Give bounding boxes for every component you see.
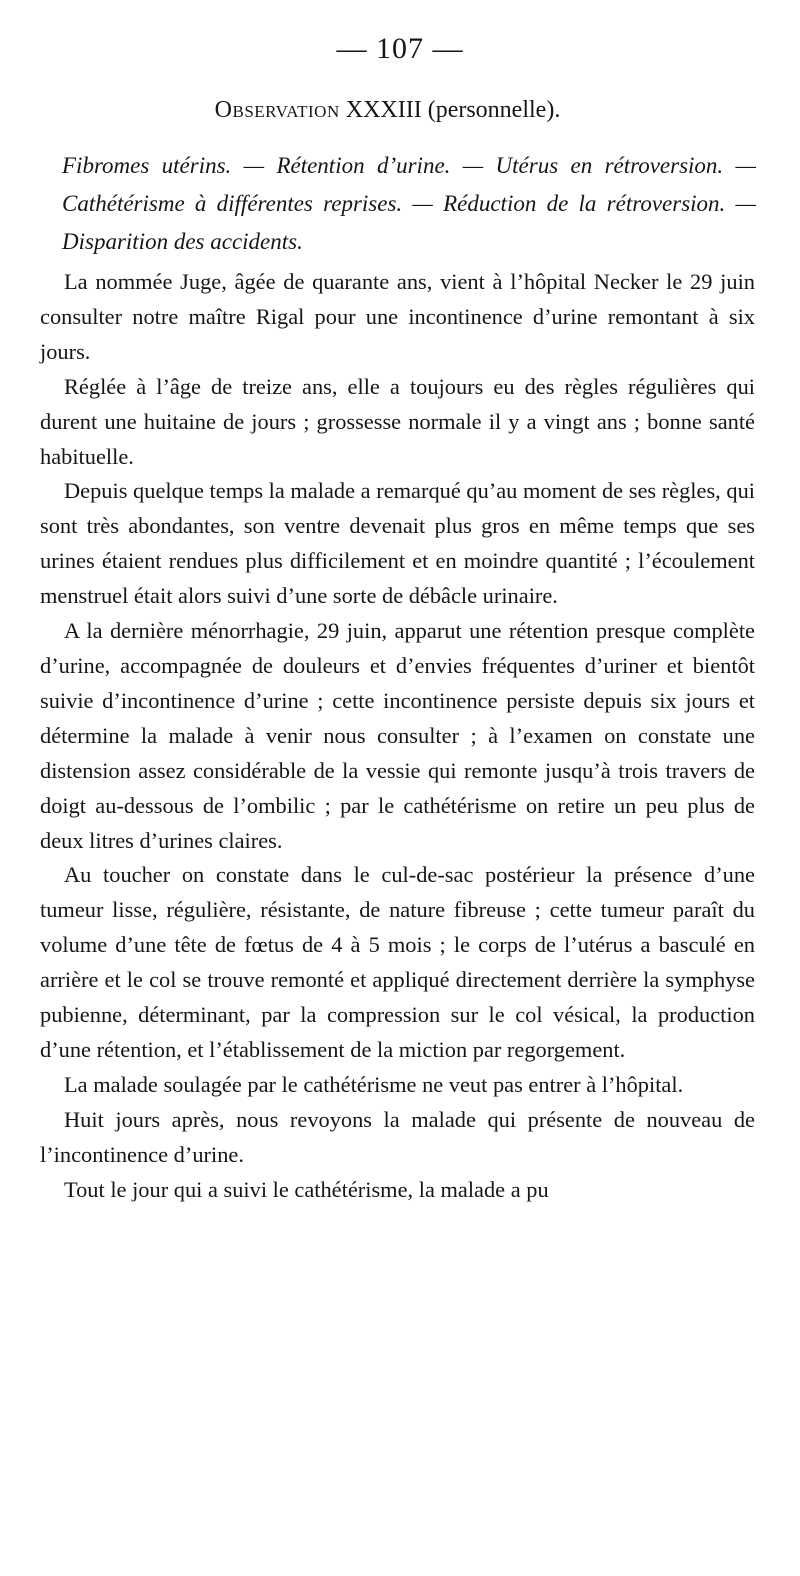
paragraph: Depuis quelque temps la malade a remarqué qu’au moment de ses règles, qui sont très abondantes, son ventre devenait plus gros en même temps que ses urines étaient rendues plus difficilement et en moindre quantité ; l’écoulement menstruel était alors suivi d’une sorte de débâcle urinaire. [40,478,755,609]
paragraph: La nommée Juge, âgée de quarante ans, vient à l’hôpital Necker le 29 juin consulter notre maître Rigal pour une incontinence d’urine remontant à six jours. [40,269,755,364]
paragraph: La malade soulagée par le cathétérisme ne veut pas entrer à l’hôpital. [64,1071,684,1097]
observation-label: Observation [214,97,340,123]
paragraph: Tout le jour qui a suivi le cathétérisme, la malade a pu [64,1176,549,1202]
paragraph: Huit jours après, nous revoyons la malade qui présente de nouveau de l’incontinence d’urine. [40,1106,755,1167]
page-number: — 107 — [336,32,464,65]
observation-summary: Fibromes utérins. — Rétention d’urine. — Utérus en rétroversion. — Cathétérisme à différentes reprises. — Réduction de la rétroversion. — Disparition des accidents. [62,153,756,254]
paragraph: Au toucher on constate dans le cul-de-sac postérieur la présence d’une tumeur lisse, régulière, résistante, de nature fibreuse ; cette tumeur paraît du volume d’une tête de fœtus de 4 à 5 mois ; le corps de l’utérus a basculé en arrière et le col se trouve remonté et appliqué directement derrière la symphyse pubienne, déterminant, par la compression sur le col vésical, la production d’une rétention, et l’établissement de la miction par regorgement. [40,862,755,1062]
observation-number: XXXIII (personnelle). [345,97,561,123]
paragraph: Réglée à l’âge de treize ans, elle a toujours eu des règles régulières qui durent une huitaine de jours ; grossesse normale il y a vingt ans ; bonne santé habituelle. [40,373,755,469]
paragraph: A la dernière ménorrhagie, 29 juin, apparut une rétention presque complète d’urine, accompagnée de douleurs et d’envies fréquentes d’uriner et bientôt suivie d’incontinence d’urine ; cette incontinence persiste depuis six jours et détermine la malade à venir nous consulter ; à l’examen on constate une distension assez considérable de la vessie qui remonte jusqu’à trois travers de doigt au-dessous de l’ombilic ; par le cathétérisme on retire un peu plus de deux litres d’urines claires. [40,618,755,853]
body-text [40,265,755,1207]
observation-title [0,97,775,124]
